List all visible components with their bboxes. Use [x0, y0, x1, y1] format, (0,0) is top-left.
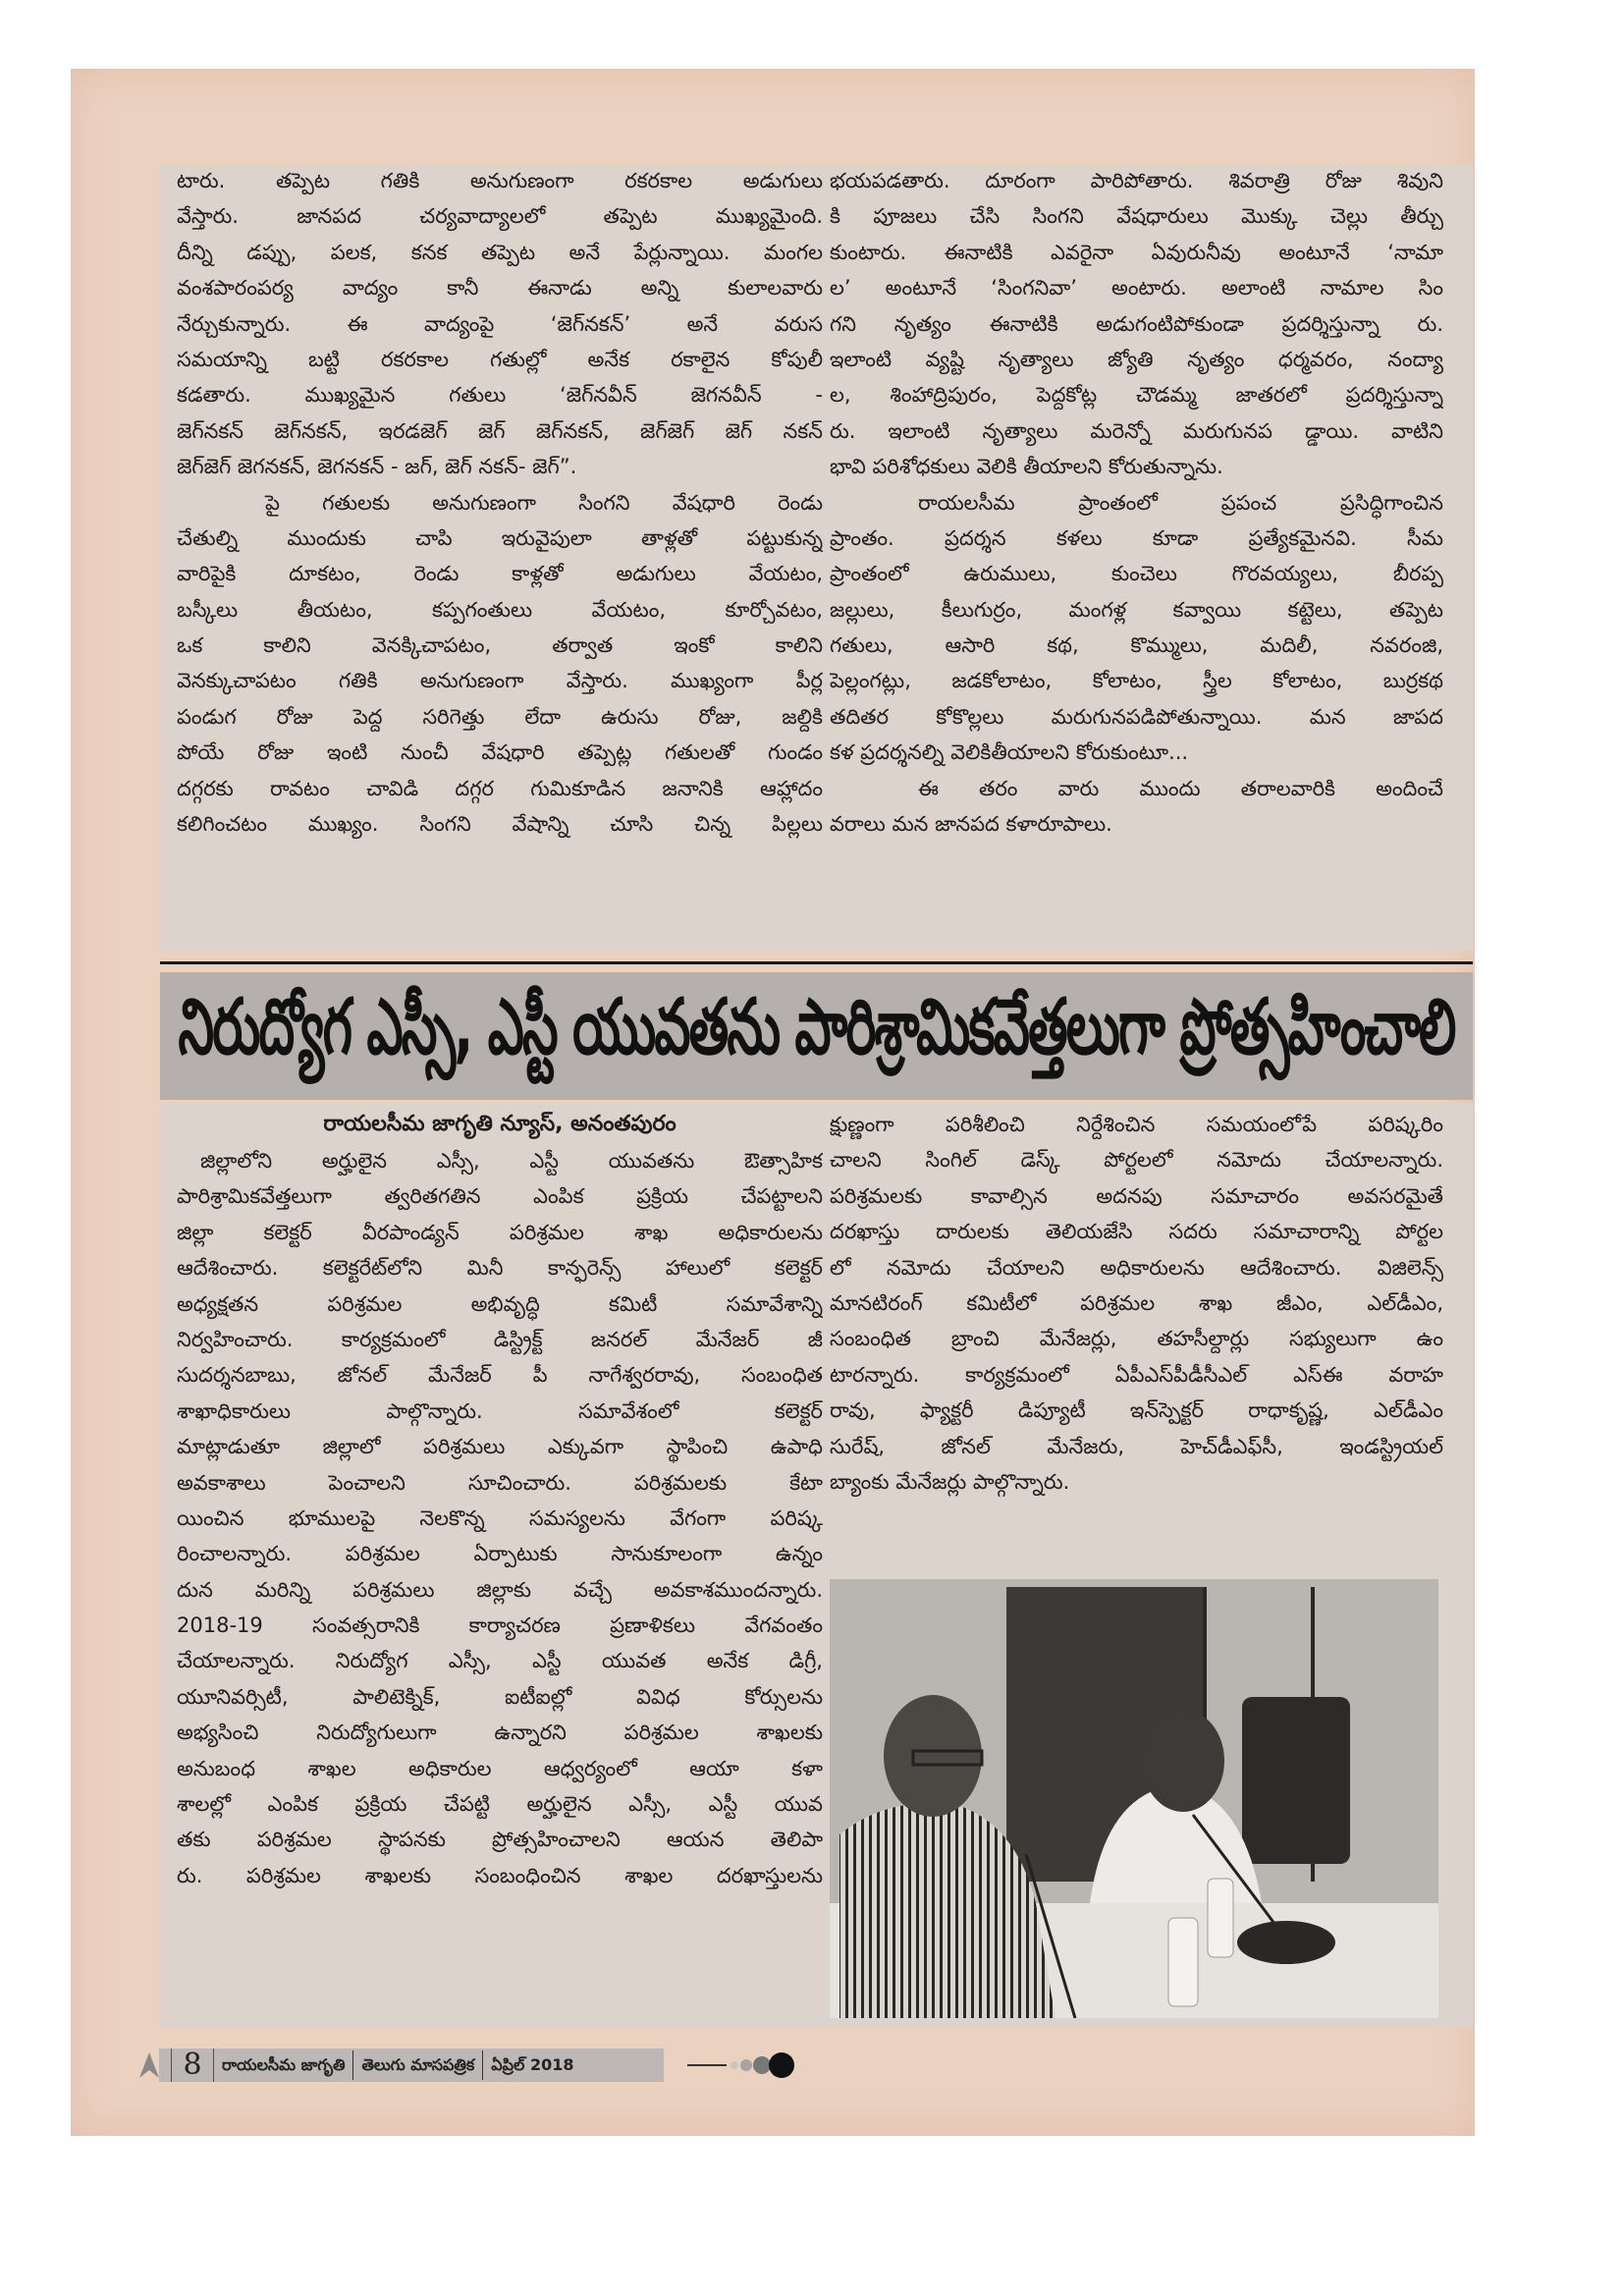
text-line: చేయాలన్నారు. నిరుద్యోగ ఎస్సీ, ఎస్టీ యువత అనేక డిగ్రీ,: [177, 1649, 823, 1673]
text-line: నిర్వహించారు. కార్యక్రమంలో డిస్ట్రిక్ట్ జనరల్ మేనేజర్ జీ: [177, 1327, 823, 1351]
text-line: అధ్యక్షతన పరిశ్రమల అభివృద్ధి కమిటీ సమావేశాన్ని: [177, 1291, 823, 1316]
text-line: శాలల్లో ఎంపిక ప్రక్రియ చేపట్టి అర్హులైన ఎస్సీ, ఎస్టీ యువ: [177, 1792, 823, 1817]
text-line: జెగ్‌నకన్ జెగ్‌నకన్, ఇరడజెగ్ జెగ్ జెగ్‌నకన్, జెగ్‌జెగ్ జెగ్ నకన్: [177, 418, 823, 443]
text-line: అవకాశాలు పెంచాలని సూచించారు. పరిశ్రమలకు కేటా: [177, 1470, 823, 1495]
text-line: క్షుణ్ణంగా పరిశీలించి నిర్దేశించిన సమయంలోపే పరిష్కరిం: [830, 1113, 1443, 1136]
water-bottle: [1168, 1918, 1198, 2006]
text-line: దున మరిన్ని పరిశ్రమలు జిల్లాకు వచ్చే అవకాశముందన్నారు.: [177, 1577, 823, 1602]
text-line: వారిపైకి దూకటం, రెండు కాళ్లతో అడుగులు వేయటం,: [177, 562, 823, 586]
text-line: దరఖాస్తు దారులకు తెలియజేసి సదరు సమాచారాన్ని పోర్టల: [830, 1220, 1443, 1244]
text-line: దగ్గరకు రావటం చావిడి దగ్గర గుమికూడిన జనానికి ఆహ్లాదం: [177, 776, 823, 800]
text-line: అభ్యసించి నిరుద్యోగులుగా ఉన్నారని పరిశ్రమల శాఖలకు: [177, 1721, 823, 1745]
text-line: రించాలన్నారు. పరిశ్రమల ఏర్పాటుకు సానుకూలంగా ఉన్నం: [177, 1542, 823, 1566]
text-line: కలిగించటం ముఖ్యం. సింగని వేషాన్ని చూసి చిన్న పిల్లలు: [177, 812, 823, 837]
text-line: దీన్ని డప్పు, పలక, కనక తప్పెట అనే పేర్లున్నాయి. మంగల: [177, 240, 823, 264]
article-top-right-column: [830, 163, 1443, 842]
text-line: రాయలసీమ ప్రాంతంలో ప్రపంచ ప్రసిద్ధిగాంచిన: [918, 490, 1443, 515]
text-line: కడతారు. ముఖ్యమైన గతులు ‘జెగ్‌నవీన్ జెగనవీన్ -: [177, 383, 823, 408]
text-line: శాఖాధికారులు పాల్గొన్నారు. సమావేశంలో కలెక్టర్: [177, 1398, 823, 1423]
text-line: ఇలాంటి వ్యష్టి నృత్యాలు జ్యోతి నృత్యం ధర్మవరం, నంద్యా: [830, 347, 1443, 371]
headline: నిరుద్యోగ ఎస్సీ, ఎస్టీ యువతను పారిశ్రామికవేత్తలుగా ప్రోత్సహించాలి: [178, 980, 1455, 1071]
text-line: వరాలు మన జానపద కళారూపాలు.: [830, 812, 1112, 837]
text-line: బస్కీలు తీయటం, కప్పగంతులు వేయటం, కూర్చోవటం,: [177, 597, 823, 622]
text-line: భావి పరిశోధకులు వెలికి తీయాలని కోరుతున్నాను.: [830, 455, 1223, 479]
text-line: జెగ్‌జెగ్ జెగనకన్, జెగనకన్ - జగ్, జెగ్ నకన్- జెగ్”.: [177, 455, 577, 479]
text-line: బ్యాంకు మేనేజర్లు పాల్గొన్నారు.: [830, 1469, 1070, 1494]
text-line: మాట్లాడుతూ జిల్లాలో పరిశ్రమలు ఎక్కువగా స్థాపించి ఉపాధి: [177, 1435, 823, 1459]
text-line: నేర్చుకున్నారు. ఈ వాద్యంపై ‘జెగ్‌నకన్’ అనే వరుస: [177, 311, 823, 336]
text-line: పరిశ్రమలకు కావాల్సిన అదనపు సమాచారం అవసరమైతే: [830, 1183, 1443, 1208]
article-bottom-left-column: [177, 1143, 823, 1893]
text-line: సమయాన్ని బట్టి రకరకాల గతుల్లో అనేక రకాలైన కోపులీ: [177, 347, 823, 371]
text-line: టారన్నారు. కార్యక్రమంలో ఏపీఎస్‌పీడీసీఎల్ ఎస్‌ఈ వరాహ: [830, 1362, 1443, 1387]
text-line: పై గతులకు అనుగుణంగా సింగని వేషధారి రెండు: [265, 490, 823, 515]
text-line: వెనక్కుచాపటం గతికి అనుగుణంగా వేస్తారు. ముఖ్యంగా పీర్ల: [177, 669, 823, 693]
text-line: రావు, ఫ్యాక్టరీ డిప్యూటీ ఇన్‌స్పెక్టర్ రాధాకృష్ణ, ఎల్‌డీఎం: [830, 1398, 1443, 1423]
text-line: ఆదేశించారు. కలెక్టరేట్‌లోని మినీ కాన్ఫరెన్స్ హాలులో కలెక్టర్: [177, 1256, 823, 1281]
water-bottle: [1208, 1879, 1233, 1957]
text-line: గతులు, ఆసారి కథ, కొమ్ములు, మదిలీ, నవరంజి,: [830, 633, 1443, 658]
text-line: ప్రాంతంలో ఉరుములు, కుంచెలు గొరవయ్యలు, బీరప్ప: [830, 562, 1443, 586]
text-line: తకు పరిశ్రమల స్థాపనకు ప్రోత్సహించాలని ఆయన తెలిపా: [177, 1828, 823, 1852]
text-line: యూనివర్సిటీ, పాలిటెక్నిక్, ఐటీఐల్లో వివిధ కోర్సులను: [177, 1684, 823, 1709]
text-line: కుంటారు. ఈనాటికి ఎవరైనా ఏవురునీవు అంటూనే ‘నామా: [830, 240, 1443, 264]
page-number: 8: [171, 2049, 214, 2082]
footer-bar: [159, 2049, 664, 2082]
text-line: లో నమోదు చేయాలని అధికారులను ఆదేశించారు. విజిలెన్స్: [830, 1255, 1443, 1280]
text-line: జిల్లా కలెక్టర్ వీరపాండ్యన్ పరిశ్రమల శాఖ అధికారులను: [177, 1220, 823, 1244]
text-line: టారు. తప్పెట గతికి అనుగుణంగా రకరకాల అడుగులు: [177, 169, 823, 192]
text-line: సురేష్, జోనల్ మేనేజరు, హెచ్‌డీఎఫ్‌సీ, ఇండస్ట్రియల్: [830, 1434, 1443, 1458]
text-line: అనుబంధ శాఖల అధికారుల ఆధ్వర్యంలో ఆయా కళా: [177, 1756, 823, 1780]
section-divider: [160, 961, 1473, 964]
text-line: గని నృత్యం ఈనాటికి అడుగంటిపోకుండా ప్రదర్శిస్తున్నా రు.: [830, 311, 1443, 336]
text-line: పండుగ రోజు పెద్ద సరిగెత్తు లేదా ఉరుసు రోజు, జల్దికి: [177, 704, 823, 729]
text-line: భయపడతారు. దూరంగా పారిపోతారు. శివరాత్రి రోజు శివుని: [830, 169, 1443, 192]
text-line: ప్రాంతం. ప్రదర్శన కళలు కూడా ప్రత్యేకమైనవి. సీమ: [830, 525, 1443, 550]
text-line: 2018-19 సంవత్సరానికి కార్యాచరణ ప్రణాళికలు వేగవంతం: [177, 1613, 823, 1638]
article-bottom-right-column: [830, 1107, 1443, 1500]
meeting-photo: [830, 1579, 1438, 2018]
text-line: వేస్తారు. జానపద చర్యవాద్యాలలో తప్పెట ముఖ్యమైంది.: [177, 204, 823, 229]
meeting-photo-illustration: [830, 1579, 1438, 2018]
dots-decoration-icon: [727, 2049, 805, 2082]
magazine-name: రాయలసీమ జాగృతి: [222, 2055, 346, 2074]
byline: రాయలసీమ జాగృతి న్యూస్, అనంతపురం: [323, 1112, 677, 1136]
text-line: తదితర కోకొల్లలు మరుగునపడిపోతున్నాయి. మన జాపద: [830, 704, 1443, 729]
page-footer: [137, 2045, 844, 2084]
text-line: ఒక కాలిని వెనక్కిచాపటం, తర్వాత ఇంకో కాలిని: [177, 633, 823, 658]
footer-line: [687, 2064, 727, 2066]
mic-base: [1237, 1921, 1335, 1964]
article-top-left-column: [177, 163, 823, 842]
text-line: పారిశ్రామికవేత్తలుగా త్వరితగతిన ఎంపిక ప్రక్రియ చేపట్టాలని: [177, 1184, 823, 1209]
text-line: పోయే రోజు ఇంటి నుంచీ వేషధారి తప్పెట్ల గతులతో గుండం: [177, 740, 823, 765]
text-line: కి పూజలు చేసి సింగని వేషధారులు మొక్కు చెల్లు తీర్చు: [830, 204, 1443, 229]
text-line: వంశపారంపర్య వాద్యం కానీ ఈనాడు అన్ని కులాలవారు: [177, 276, 823, 301]
issue-date: ఏప్రిల్ 2018: [491, 2055, 574, 2074]
text-line: ఈ తరం వారు ముందు తరాలవారికి అందించే: [918, 776, 1443, 800]
text-line: ల, శింహాద్రిపురం, పెద్దకోట్ల చౌడమ్మ జాతరలో ప్రదర్శిస్తున్నా: [830, 383, 1443, 408]
man-right-head: [1142, 1710, 1224, 1812]
text-line: యించిన భూములపై నెలకొన్న సమస్యలను వేగంగా పరిష్క: [177, 1505, 823, 1530]
text-line: చాలని సింగిల్ డెస్క్ పోర్టలలో నమోదు చేయాలన్నారు.: [830, 1148, 1443, 1173]
text-line: జల్లులు, కీలుగుర్రం, మంగళ్ల కవ్వాయి కట్టెలు, తప్పెట: [830, 597, 1443, 622]
chair: [1242, 1697, 1350, 1864]
text-line: మానటిరంగ్ కమిటీలో పరిశ్రమల శాఖ జీఎం, ఎల్‌డీఎం,: [830, 1290, 1443, 1315]
text-line: చేతుల్ని ముందుకు చాపి ఇరువైపులా తాళ్లతో పట్టుకున్న: [177, 525, 823, 550]
text-line: సంబంధిత బ్రాంచి మేనేజర్లు, తహసీల్దార్లు సభ్యులుగా ఉం: [830, 1327, 1443, 1351]
text-line: సుదర్శనబాబు, జోనల్ మేనేజర్ పీ నాగేశ్వరరావు, సంబంధిత: [177, 1363, 823, 1388]
text-line: రు. ఇలాంటి నృత్యాలు మరెన్నో మరుగునప డ్డాయి. వాటిని: [830, 418, 1443, 443]
headline-bar: [160, 972, 1473, 1100]
man-left-head: [884, 1695, 982, 1817]
arrow-logo-icon: [137, 2050, 161, 2080]
text-line: ల’ అంటూనే ‘సింగనివా’ అంటారు. అలాంటి నామాల సిం: [830, 276, 1443, 301]
magazine-type: తెలుగు మాసపత్రిక: [361, 2055, 475, 2074]
text-line: రు. పరిశ్రమల శాఖలకు సంబంధించిన శాఖల దరఖాస్తులను: [177, 1863, 823, 1887]
text-line: కళ ప్రదర్శనల్ని వెలికితీయాలని కోరుకుంటూ...: [830, 740, 1189, 765]
text-line: జిల్లాలోని అర్హులైన ఎస్సీ, ఎస్టీ యువతను ఔత్సాహిక: [200, 1149, 823, 1173]
text-line: పెల్లంగట్లు, జడకోలాటం, కోలాటం, స్త్రీల కోలాటం, బుర్రకథ: [830, 669, 1443, 693]
